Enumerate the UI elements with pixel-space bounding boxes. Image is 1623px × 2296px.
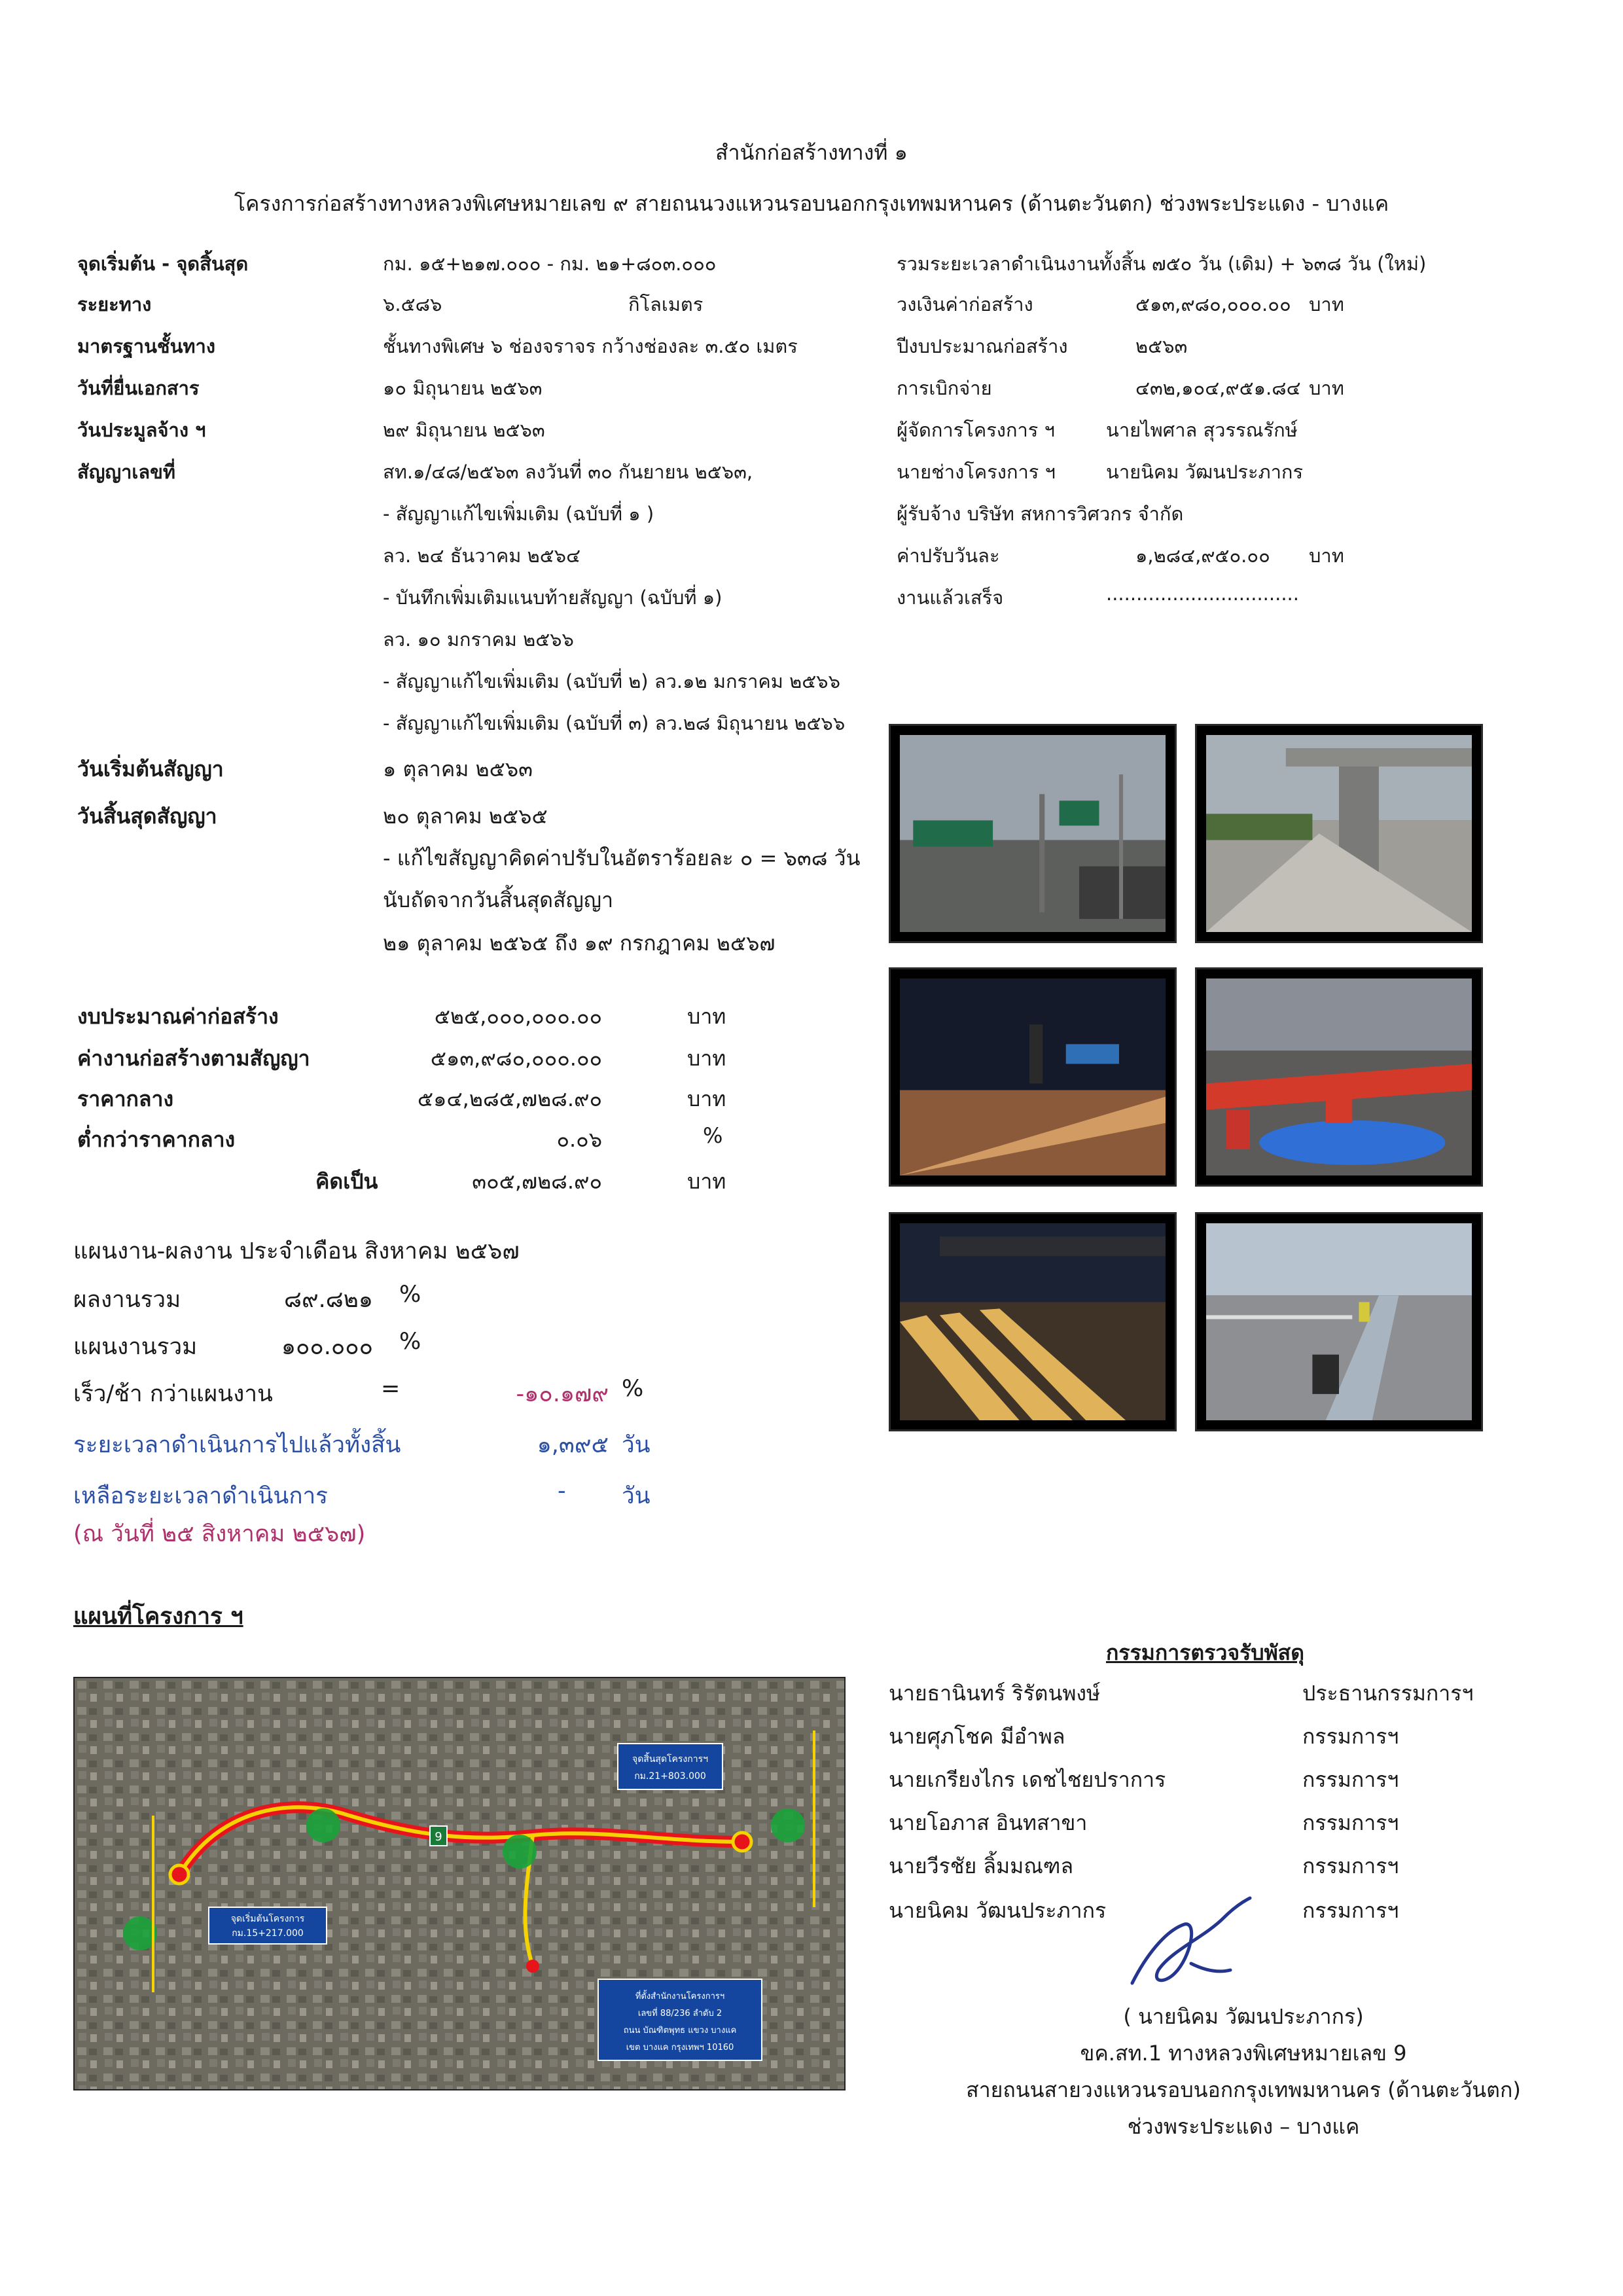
progress-remain-unit: วัน — [622, 1483, 651, 1509]
info-label-standard: มาตรฐานชั้นทาง — [77, 335, 215, 357]
progress-elapsed-label: ระยะเวลาดำเนินการไปแล้วทั้งสิ้น — [73, 1432, 401, 1458]
info-right-value: ๒๕๖๓ — [1135, 335, 1188, 357]
contract-note: นับถัดจากวันสิ้นสุดสัญญา — [383, 888, 614, 912]
signature-line: สายถนนสายวงแหวนรอบนอกกรุงเทพมหานคร (ด้านตะวันตก) — [966, 2077, 1521, 2102]
progress-plan-pct: % — [399, 1329, 421, 1355]
progress-elapsed-unit: วัน — [622, 1432, 651, 1458]
done-value: ................................ — [1106, 583, 1299, 605]
progress-elapsed-value: ๑,๓๙๕ — [537, 1432, 609, 1458]
map-start-km: กม.15+217.000 — [232, 1928, 304, 1939]
budget-value: ๐.๐๖ — [556, 1127, 602, 1152]
progress-result-label: ผลงานรวม — [73, 1287, 181, 1313]
info-right-label: นายช่างโครงการ ฯ — [897, 461, 1056, 483]
info-right-value: ๔๓๒,๑๐๔,๙๕๑.๘๔ — [1135, 377, 1301, 399]
fine-label: ค่าปรับวันละ — [897, 545, 1000, 567]
contract-line: - บันทึกเพิ่มเติมแนบท้ายสัญญา (ฉบับที่ ๑) — [383, 586, 722, 609]
progress-remain-label: เหลือระยะเวลาดำเนินการ — [73, 1483, 328, 1509]
budget-total-label: คิดเป็น — [315, 1169, 378, 1194]
contract-line: ลว. ๒๔ ธันวาคม ๒๕๖๔ — [383, 545, 581, 567]
fine-value: ๑,๒๘๔,๙๕๐.๐๐ — [1135, 545, 1270, 567]
route-shield: 9 — [435, 1830, 442, 1844]
site-photo-6 — [1195, 1212, 1483, 1431]
project-title: โครงการก่อสร้างทางหลวงพิเศษหมายเลข ๙ สายถนนวงแหวนรอบนอกกรุงเทพมหานคร (ด้านตะวันตก) ช่วงพระประแดง - บางแค — [234, 191, 1389, 216]
info-value-bid-date: ๒๙ มิถุนายน ๒๕๖๓ — [383, 419, 545, 441]
contract-line: - สัญญาแก้ไขเพิ่มเติม (ฉบับที่ ๒) ลว.๑๒ มกราคม ๒๕๖๖ — [383, 670, 841, 692]
contract-note: - แก้ไขสัญญาคิดค่าปรับในอัตราร้อยละ ๐ = ๖๓๘ วัน — [383, 846, 861, 870]
committee-member-role: กรรมการฯ — [1302, 1854, 1399, 1878]
site-photo-2 — [1195, 724, 1483, 943]
contract-end-value: ๒๐ ตุลาคม ๒๕๖๕ — [383, 804, 548, 829]
site-photo-4 — [1195, 967, 1483, 1187]
duration-text: รวมระยะเวลาดำเนินงานทั้งสิ้น ๗๕๐ วัน (เดิม) + ๖๓๘ วัน (ใหม่) — [897, 253, 1427, 275]
info-label-submit-date: วันที่ยื่นเอกสาร — [77, 377, 200, 399]
budget-label: ราคากลาง — [77, 1086, 174, 1111]
budget-label: งบประมาณค่าก่อสร้าง — [77, 1004, 279, 1029]
budget-total-value: ๓๐๕,๗๒๘.๙๐ — [472, 1169, 602, 1194]
progress-diff-label: เร็ว/ช้า กว่าแผนงาน — [73, 1381, 273, 1407]
committee-member-name: นายเกรียงไกร เดชไชยปราการ — [889, 1767, 1166, 1792]
committee-member-role: กรรมการฯ — [1302, 1810, 1399, 1835]
signature-line: ขค.สท.1 ทางหลวงพิเศษหมายเลข 9 — [1080, 2041, 1407, 2066]
info-label-contract-no: สัญญาเลขที่ — [77, 461, 176, 483]
signature-mark — [1113, 1885, 1270, 2003]
budget-value: ๕๑๔,๒๘๕,๗๒๘.๙๐ — [417, 1086, 602, 1111]
map-office-line: ที่ตั้งสำนักงานโครงการฯ — [635, 1992, 725, 2001]
map-office-line: ถนน บัณฑิตพุทธ แขวง บางแค — [623, 2026, 737, 2036]
progress-as-of: (ณ วันที่ ๒๕ สิงหาคม ๒๕๖๗) — [73, 1521, 366, 1547]
budget-unit: บาท — [687, 1086, 726, 1111]
contract-start-label: วันเริ่มต้นสัญญา — [77, 757, 224, 781]
committee-member-name: นายธานินทร์ ริรัตนพงษ์ — [889, 1681, 1101, 1706]
budget-unit: % — [703, 1123, 723, 1148]
map-end-label: จุดสิ้นสุดโครงการฯ — [632, 1754, 709, 1765]
committee-member-name: นายโอภาส อินทสาขา — [889, 1810, 1088, 1835]
done-label: งานแล้วเสร็จ — [897, 586, 1004, 609]
budget-label: ต่ำกว่าราคากลาง — [77, 1127, 236, 1152]
info-label-bid-date: วันประมูลจ้าง ฯ — [77, 419, 206, 441]
budget-total-unit: บาท — [687, 1169, 726, 1194]
contract-line: ลว. ๑๐ มกราคม ๒๕๖๖ — [383, 628, 574, 651]
info-right-value: ๕๑๓,๙๘๐,๐๐๐.๐๐ — [1135, 293, 1291, 315]
info-right-label: วงเงินค่าก่อสร้าง — [897, 293, 1033, 315]
progress-result-value: ๘๙.๘๒๑ — [283, 1287, 373, 1313]
site-photo-3 — [889, 967, 1177, 1187]
info-right-unit: บาท — [1309, 377, 1344, 399]
committee-member-name: นายศุภโชค มีอำพล — [889, 1724, 1065, 1749]
map-office-line: เลขที่ 88/236 ลำดับ 2 — [637, 2009, 722, 2018]
progress-plan-value: ๑๐๐.๐๐๐ — [281, 1334, 373, 1360]
progress-remain-value: - — [558, 1478, 566, 1504]
committee-member-role: กรรมการฯ — [1302, 1898, 1399, 1923]
contract-end-label: วันสิ้นสุดสัญญา — [77, 804, 217, 829]
committee-member-role: ประธานกรรมการฯ — [1302, 1681, 1474, 1706]
contract-note: ๒๑ ตุลาคม ๒๕๖๕ ถึง ๑๙ กรกฎาคม ๒๕๖๗ — [383, 931, 776, 956]
info-value-standard: ชั้นทางพิเศษ ๖ ช่องจราจร กว้างช่องละ ๓.๕๐ เมตร — [383, 335, 798, 357]
info-value-submit-date: ๑๐ มิถุนายน ๒๕๖๓ — [383, 377, 543, 399]
contract-line: - สัญญาแก้ไขเพิ่มเติม (ฉบับที่ ๑ ) — [383, 503, 654, 525]
site-photo-5 — [889, 1212, 1177, 1431]
map-start-label: จุดเริ่มต้นโครงการ — [230, 1914, 305, 1924]
signature-line: ช่วงพระประแดง – บางแค — [1127, 2114, 1360, 2139]
committee-member-role: กรรมการฯ — [1302, 1724, 1399, 1749]
progress-plan-label: แผนงานรวม — [73, 1334, 198, 1360]
progress-diff-value: -๑๐.๑๗๙ — [516, 1381, 609, 1407]
contract-line: - สัญญาแก้ไขเพิ่มเติม (ฉบับที่ ๓) ลว.๒๘ มิถุนายน ๒๕๖๖ — [383, 712, 846, 734]
info-value-contract-no: สท.๑/๔๘/๒๕๖๓ ลงวันที่ ๓๐ กันยายน ๒๕๖๓, — [383, 461, 753, 483]
committee-member-name: นายนิคม วัฒนประภากร — [889, 1898, 1107, 1923]
map-office-line: เขต บางแค กรุงเทพฯ 10160 — [626, 2043, 734, 2053]
map-end-km: กม.21+803.000 — [634, 1771, 706, 1782]
info-right-unit: บาท — [1309, 293, 1344, 315]
progress-diff-eq: = — [381, 1376, 401, 1402]
progress-result-pct: % — [399, 1282, 421, 1308]
budget-label: ค่างานก่อสร้างตามสัญญา — [77, 1046, 310, 1071]
budget-unit: บาท — [687, 1046, 726, 1071]
committee-member-name: นายวีรชัย ลิ้มมณฑล — [889, 1854, 1074, 1878]
contract-start-value: ๑ ตุลาคม ๒๕๖๓ — [383, 757, 533, 781]
progress-diff-pct: % — [622, 1376, 644, 1402]
project-map — [73, 1677, 846, 2090]
info-right-value: นายนิคม วัฒนประภากร — [1106, 461, 1304, 483]
contractor: ผู้รับจ้าง บริษัท สหการวิศวกร จำกัด — [897, 503, 1184, 525]
info-right-label: การเบิกจ่าย — [897, 377, 992, 399]
budget-value: ๕๑๓,๙๘๐,๐๐๐.๐๐ — [430, 1046, 602, 1071]
site-photo-1 — [889, 724, 1177, 943]
office-title: สำนักก่อสร้างทางที่ ๑ — [715, 140, 908, 165]
progress-heading: แผนงาน-ผลงาน ประจำเดือน สิงหาคม ๒๕๖๗ — [73, 1238, 520, 1265]
info-unit-distance: กิโลเมตร — [628, 293, 704, 315]
info-right-value: นายไพศาล สุวรรณรักษ์ — [1106, 419, 1298, 441]
info-value-distance: ๖.๕๘๖ — [383, 293, 442, 315]
info-right-label: ปีงบประมาณก่อสร้าง — [897, 335, 1068, 357]
budget-value: ๕๒๕,๐๐๐,๐๐๐.๐๐ — [434, 1004, 602, 1029]
info-label-start-end: จุดเริ่มต้น - จุดสิ้นสุด — [77, 253, 249, 275]
info-value-start-end: กม. ๑๕+๒๑๗.๐๐๐ - กม. ๒๑+๘๐๓.๐๐๐ — [383, 253, 717, 275]
committee-title: กรรมการตรวจรับพัสดุ — [1106, 1640, 1304, 1665]
signature-name: ( นายนิคม วัฒนประภากร) — [1123, 2004, 1364, 2029]
info-right-label: ผู้จัดการโครงการ ฯ — [897, 419, 1055, 441]
budget-unit: บาท — [687, 1004, 726, 1029]
info-label-distance: ระยะทาง — [77, 293, 152, 315]
map-title: แผนที่โครงการ ฯ — [73, 1604, 243, 1630]
fine-unit: บาท — [1309, 545, 1344, 567]
committee-member-role: กรรมการฯ — [1302, 1767, 1399, 1792]
